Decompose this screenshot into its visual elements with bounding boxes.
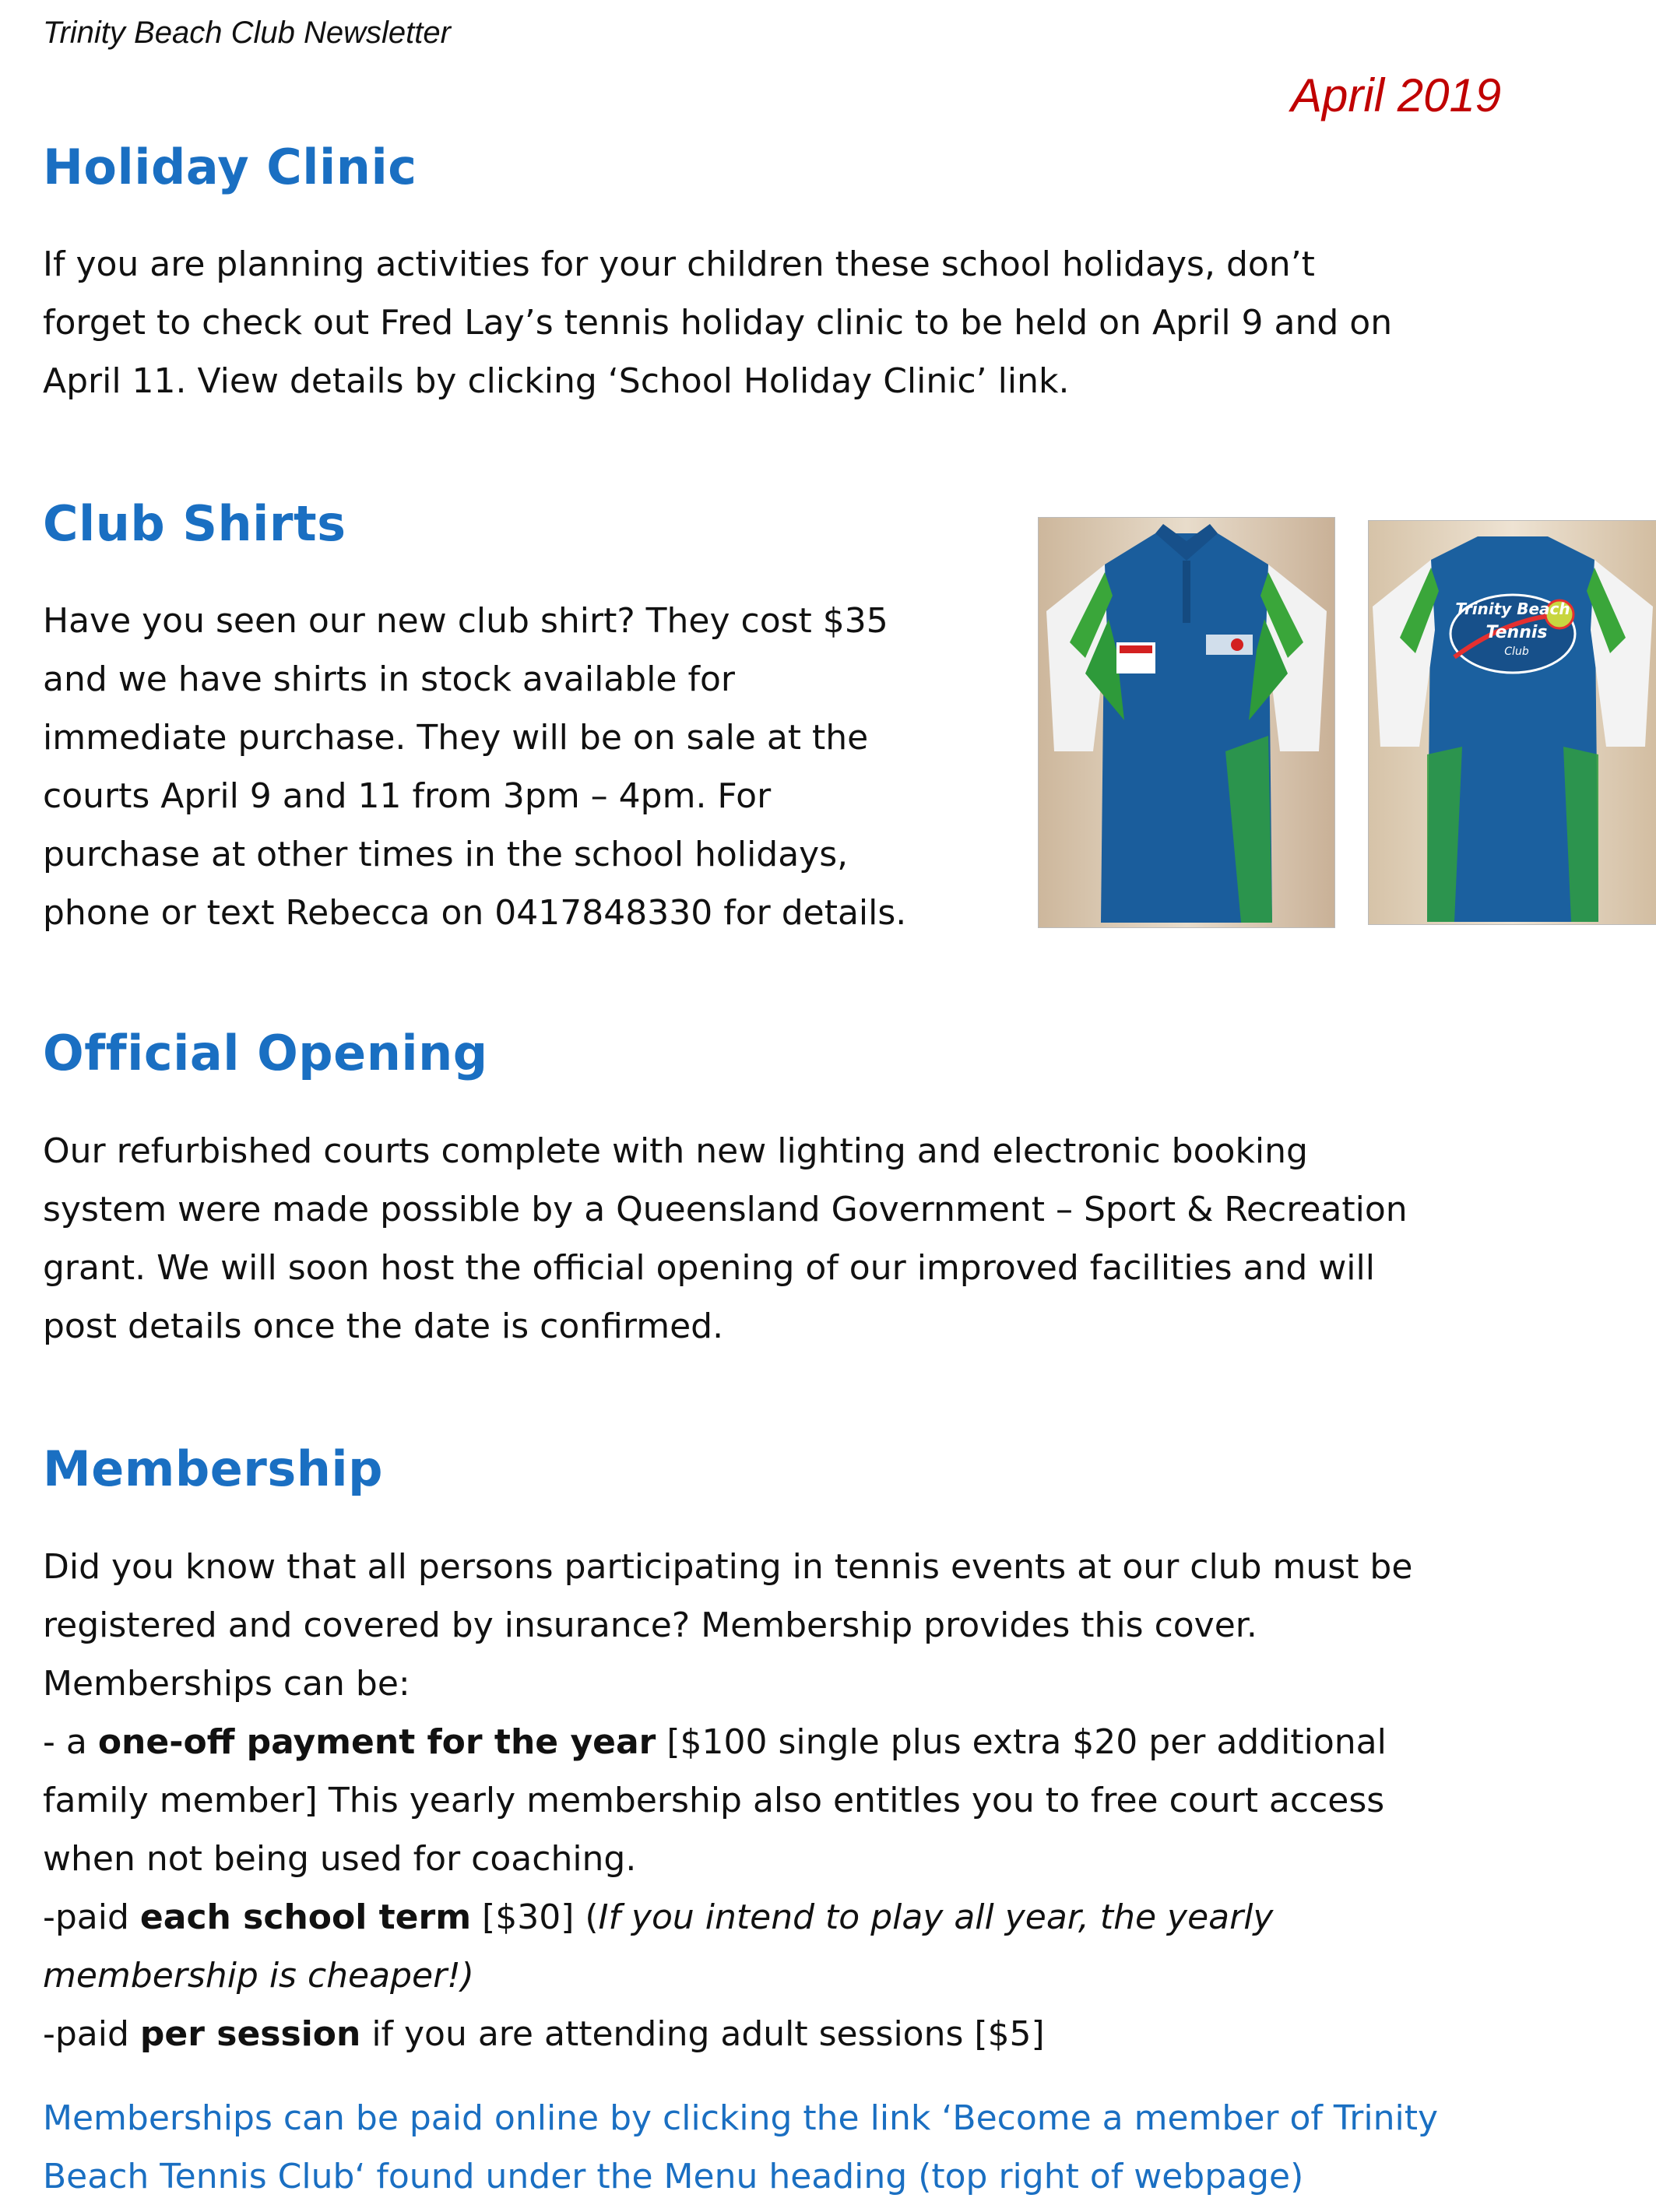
option-prefix: -paid (43, 1897, 140, 1937)
membership-option-session (43, 2005, 1412, 2063)
membership-heading: Membership (43, 1440, 384, 1497)
option-yearly-bold: one-off payment for the year (97, 1722, 656, 1762)
official-opening-line: system were made possible by a Queensland Government – Sport & Recreation (43, 1190, 1408, 1229)
newsletter-date: April 2019 (1291, 69, 1502, 121)
back-logo-line1: Trinity Beach (1455, 600, 1570, 618)
shirt-front-photo (1038, 517, 1335, 928)
option-yearly-rest: [$100 single plus extra $20 per additional (656, 1722, 1387, 1762)
option-prefix: -paid (43, 2014, 140, 2054)
shirt-back-image (1369, 521, 1656, 924)
membership-online-line: Memberships can be paid online by clicking the link ‘Become a member of Trinity (43, 2098, 1439, 2138)
membership-option-yearly-line3: when not being used for coaching. (43, 1839, 637, 1879)
club-shirts-line: and we have shirts in stock available for (43, 659, 735, 699)
official-opening-body (43, 1122, 1408, 1356)
shirt-front-image (1039, 518, 1334, 927)
holiday-clinic-line: If you are planning activities for your children these school holidays, don’t (43, 244, 1315, 284)
membership-online-line: Beach Tennis Club‘ found under the Menu heading (top right of webpage) (43, 2157, 1304, 2196)
club-shirts-line: Have you seen our new club shirt? They cost $35 (43, 601, 888, 641)
official-opening-heading: Official Opening (43, 1025, 488, 1081)
club-shirts-heading: Club Shirts (43, 495, 346, 552)
option-session-bold: per session (139, 2014, 361, 2054)
holiday-clinic-heading: Holiday Clinic (43, 139, 417, 195)
official-opening-line: Our refurbished courts complete with new lighting and electronic booking (43, 1131, 1308, 1171)
club-shirts-body (43, 592, 906, 942)
option-prefix: - a (43, 1722, 98, 1762)
back-logo-line3: Club (1504, 645, 1529, 658)
holiday-clinic-line: forget to check out Fred Lay’s tennis holiday clinic to be held on April 9 and on (43, 303, 1393, 343)
holiday-clinic-line: April 11. View details by clicking ‘School Holiday Clinic’ link. (43, 361, 1070, 401)
option-term-italic2: membership is cheaper!) (43, 1956, 474, 1996)
club-shirts-line: purchase at other times in the school holidays, (43, 835, 849, 874)
option-term-rest: [$30] ( (471, 1897, 599, 1937)
membership-option-term-line2 (43, 1946, 1412, 2005)
option-term-bold: each school term (139, 1897, 472, 1937)
shirt-back-photo (1368, 520, 1656, 925)
membership-body (43, 1538, 1412, 2063)
option-term-italic: If you intend to play all year, the yearly (598, 1897, 1274, 1937)
holiday-clinic-body (43, 235, 1392, 410)
membership-intro-line: registered and covered by insurance? Membership provides this cover. (43, 1605, 1257, 1645)
option-session-rest: if you are attending adult sessions [$5] (360, 2014, 1045, 2054)
membership-intro-line: Memberships can be: (43, 1664, 410, 1704)
membership-option-term (43, 1888, 1412, 1946)
official-opening-line: grant. We will soon host the official opening of our improved facilities and will (43, 1248, 1375, 1288)
membership-online-note (43, 2089, 1438, 2206)
club-shirts-line: immediate purchase. They will be on sale at the (43, 718, 869, 758)
club-shirts-line: courts April 9 and 11 from 3pm – 4pm. For (43, 776, 772, 816)
membership-intro-line: Did you know that all persons participating in tennis events at our club must be (43, 1547, 1413, 1587)
membership-option-yearly (43, 1713, 1412, 1771)
newsletter-title: Trinity Beach Club Newsletter (43, 16, 451, 50)
club-shirts-line: phone or text Rebecca on 0417848330 for details. (43, 893, 907, 933)
official-opening-line: post details once the date is confirmed. (43, 1306, 724, 1346)
membership-option-yearly-line2: family member] This yearly membership also entitles you to free court access (43, 1781, 1385, 1820)
back-logo-line2: Tennis (1485, 623, 1548, 642)
